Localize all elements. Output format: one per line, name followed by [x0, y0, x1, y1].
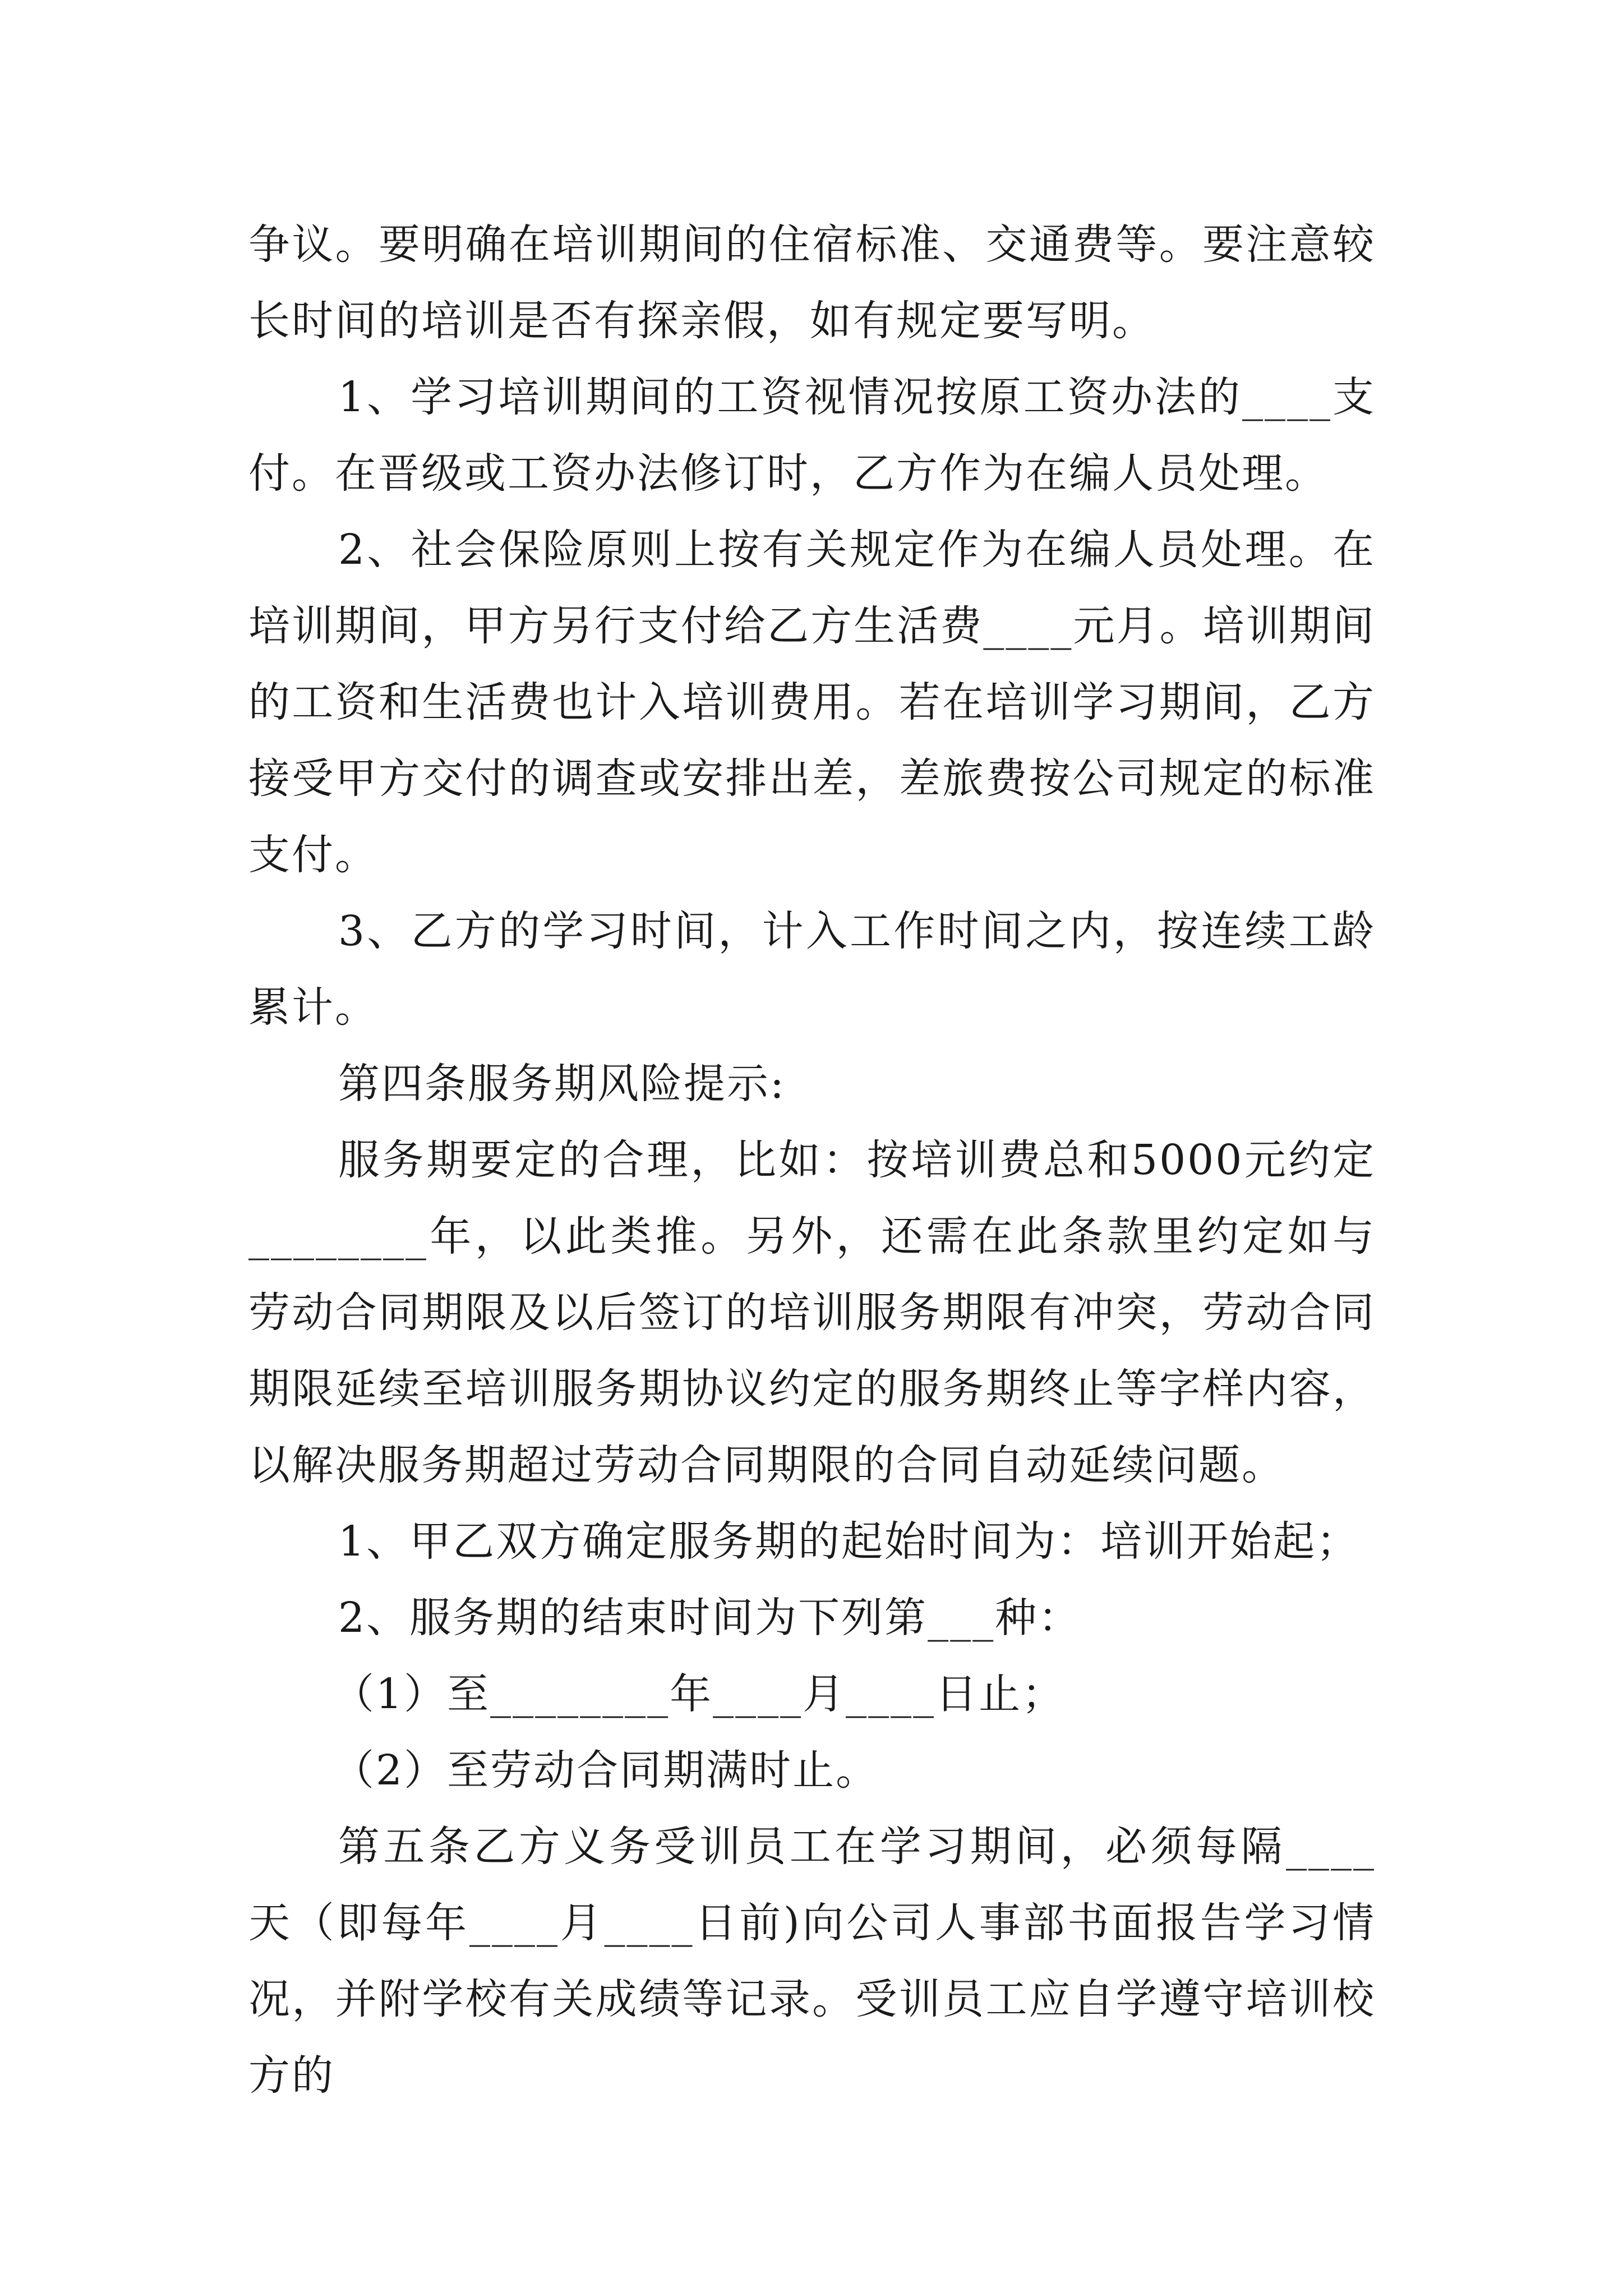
article-five-paragraph: 第五条乙方义务受训员工在学习期间，必须每隔____天（即每年____月____日前)向公司人事部书面报告学习情况，并附学校有关成绩等记录。受训员工应自学遵守培训校方的	[248, 1823, 1376, 2100]
paragraph-wage-clause: 1、学习培训期间的工资视情况按原工资办法的____支付。在晋级或工资办法修订时，乙方作为在编人员处理。	[248, 373, 1376, 498]
option-one: （1）至________年____月____日止；	[333, 1670, 1066, 1718]
option-two: （2）至劳动合同期满时止。	[333, 1746, 879, 1795]
paragraph-service-end: 2、服务期的结束时间为下列第___种：	[338, 1594, 1082, 1642]
paragraph-study-time-clause: 3、乙方的学习时间，计入工作时间之内，按连续工龄累计。	[248, 907, 1376, 1032]
paragraph-continuation: 争议。要明确在培训期间的住宿标准、交通费等。要注意较长时间的培训是否有探亲假，如有规定要写明。	[248, 220, 1376, 345]
article-four-heading: 第四条服务期风险提示:	[338, 1060, 786, 1108]
paragraph-insurance-clause: 2、社会保险原则上按有关规定作为在编人员处理。在培训期间，甲方另行支付给乙方生活费____元月。培训期间的工资和生活费也计入培训费用。若在培训学习期间，乙方接受甲方交付的调查或安排出差，差旅费按公司规定的标准支付。	[248, 526, 1376, 879]
paragraph-service-start: 1、甲乙双方确定服务期的起始时间为：培训开始起；	[338, 1517, 1360, 1566]
document-body	[248, 206, 1376, 2114]
paragraph-service-period-tip: 服务期要定的合理，比如：按培训费总和5000元约定________年，以此类推。另外，还需在此条款里约定如与劳动合同期限及以后签订的培训服务期限有冲突，劳动合同期限延续至培训服务期协议约定的服务期终止等字样内容，以解决服务期超过劳动合同期限的合同自动延续问题。	[248, 1136, 1376, 1489]
